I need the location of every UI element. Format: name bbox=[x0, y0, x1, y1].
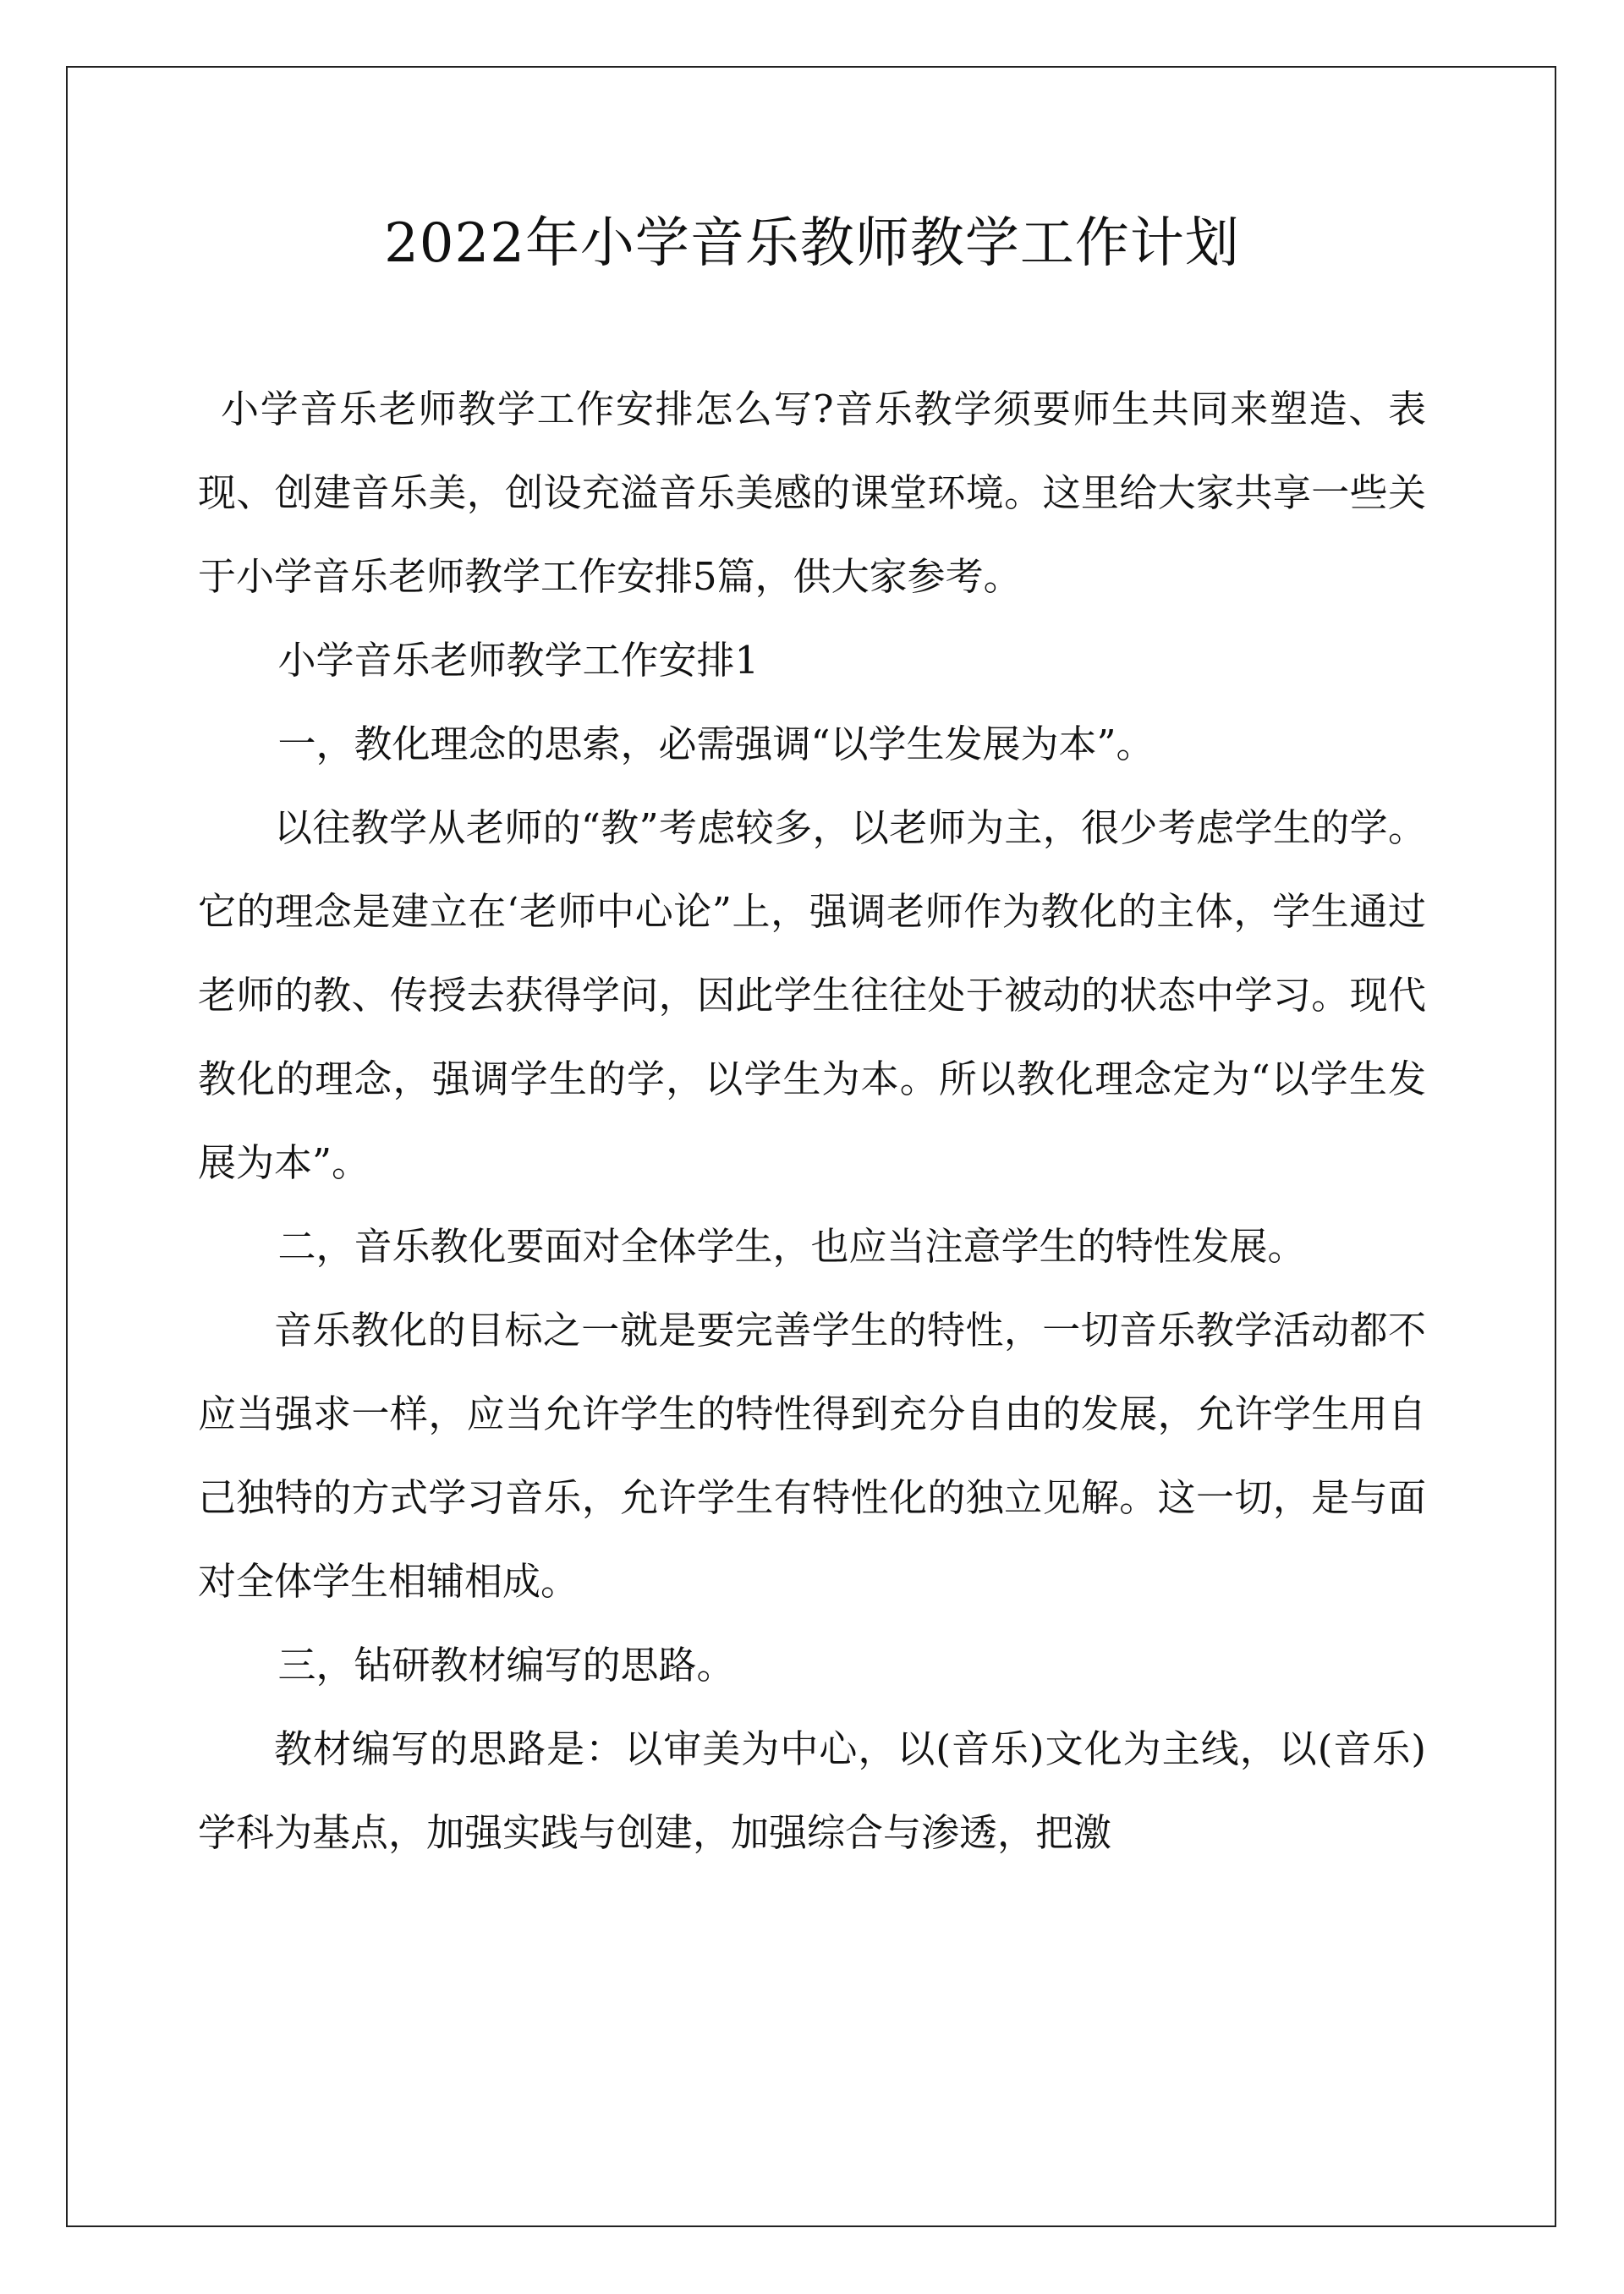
plan-heading: 小学音乐老师教学工作安排1 bbox=[277, 638, 760, 683]
body-paragraph-2: 音乐教化的目标之一就是要完善学生的特性，一切音乐教学活动都不应当强求一样，应当允许学生的特性得到充分自由的发展，允许学生用自己独特的方式学习音乐，允许学生有特性化的独立见解。这一切，是与面对全体学生相辅相成。 bbox=[198, 1308, 1426, 1604]
section-heading-2: 二，音乐教化要面对全体学生，也应当注意学生的特性发展。 bbox=[277, 1224, 1306, 1269]
section-heading-1: 一，教化理念的思索，必需强调“以学生发展为本”。 bbox=[277, 722, 1155, 766]
body-paragraph-3: 教材编写的思路是：以审美为中心，以(音乐)文化为主线，以(音乐)学科为基点，加强实践与创建，加强综合与渗透，把激 bbox=[198, 1726, 1426, 1855]
section-heading-3: 三，钻研教材编写的思路。 bbox=[277, 1643, 735, 1688]
body-paragraph-1: 以往教学从老师的“教”考虑较多，以老师为主，很少考虑学生的学。它的理念是建立在‘老师中心论”上，强调老师作为教化的主体，学生通过老师的教、传授去获得学问，因此学生往往处于被动的状态中学习。现代教化的理念，强调学生的学，以学生为本。所以教化理念定为“以学生发展为本”。 bbox=[198, 805, 1426, 1185]
document-body bbox=[198, 367, 1426, 1874]
intro-paragraph: 小学音乐老师教学工作安排怎么写?音乐教学须要师生共同来塑造、表现、创建音乐美，创设充溢音乐美感的课堂环境。这里给大家共享一些关于小学音乐老师教学工作安排5篇，供大家参考。 bbox=[198, 387, 1426, 599]
document-title: 2022年小学音乐教师教学工作计划 bbox=[384, 212, 1240, 275]
